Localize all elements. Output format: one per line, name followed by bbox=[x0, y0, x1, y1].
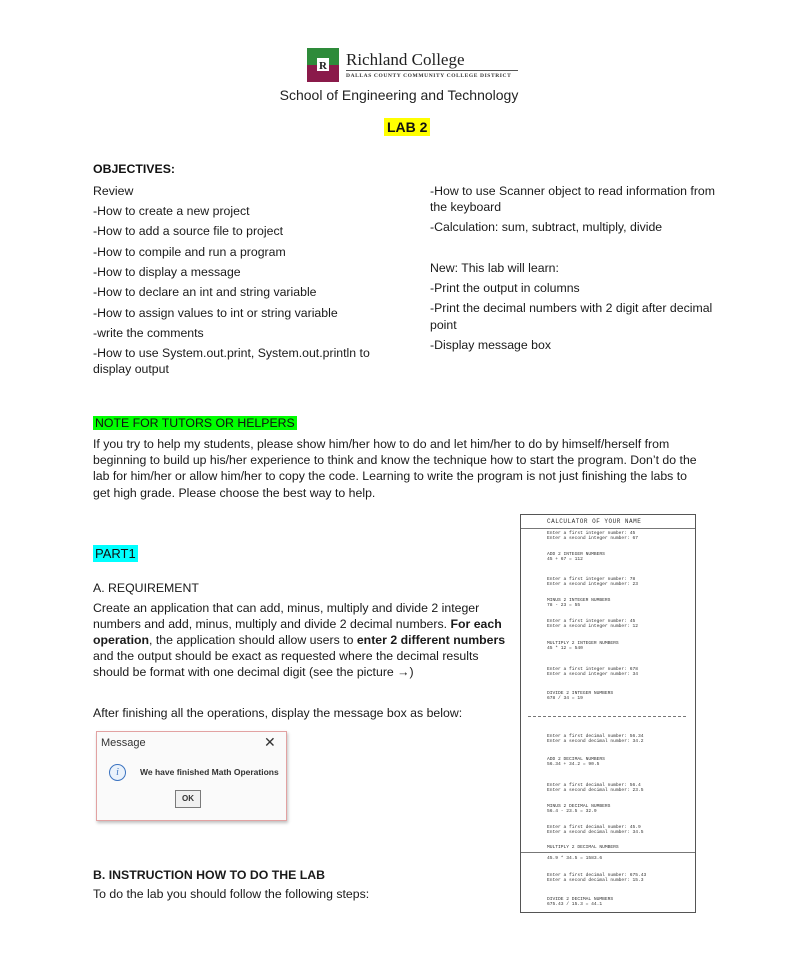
objective-left-item: Review bbox=[93, 184, 134, 198]
logo-divider bbox=[346, 70, 518, 71]
section-b-title: B. INSTRUCTION HOW TO DO THE LAB bbox=[93, 868, 326, 882]
note-title: NOTE FOR TUTORS OR HELPERS bbox=[95, 416, 295, 430]
console-line: 45 * 12 = 540 bbox=[547, 646, 583, 651]
objective-right-item: -Print the decimal numbers with 2 digit after decimal bbox=[430, 301, 713, 315]
requirement-text: , the application should allow users to bbox=[149, 633, 357, 647]
objective-right-item: New: This lab will learn: bbox=[430, 261, 559, 275]
logo-letter: R bbox=[319, 60, 327, 72]
console-line: 56.34 + 34.2 = 90.5 bbox=[547, 762, 600, 767]
objective-left-item: -How to compile and run a program bbox=[93, 245, 286, 259]
objective-right-item: the keyboard bbox=[430, 200, 502, 214]
dialog-message: We have finished Math Operations bbox=[140, 767, 279, 777]
objectives-title: OBJECTIVES: bbox=[93, 162, 175, 176]
requirement-line: Create an application that can add, minus, multiply and divide 2 integer bbox=[93, 601, 480, 615]
requirement-text: numbers and add, minus, multiply and divide 2 decimal numbers. bbox=[93, 617, 451, 631]
part1-title: PART1 bbox=[95, 546, 136, 561]
note-line: get high grade. Please choose the best way to help. bbox=[93, 486, 376, 500]
console-line: Enter a second decimal number: 23.5 bbox=[547, 788, 644, 793]
console-line: MULTIPLY 2 DECIMAL NUMBERS bbox=[547, 845, 619, 850]
note-line: lab for him/her or allow him/her to copy the code. Learning to write the program is not just finishing the labs to bbox=[93, 469, 687, 483]
console-output bbox=[520, 514, 696, 913]
console-line: MINUS 2 INTEGER NUMBERS bbox=[547, 598, 611, 603]
objective-right-item: -How to use Scanner object to read information from bbox=[430, 184, 716, 198]
requirement-line: and the output should be exact as requested where the decimal results bbox=[93, 649, 479, 663]
requirement-emphasis: For each bbox=[450, 617, 502, 631]
console-title: CALCULATOR OF YOUR NAME bbox=[547, 518, 642, 525]
console-line: Enter a second integer number: 67 bbox=[547, 536, 638, 541]
objective-left-item: -How to display a message bbox=[93, 265, 241, 279]
section-b-text: To do the lab you should follow the following steps: bbox=[93, 887, 370, 901]
console-line: Enter a first integer number: 45 bbox=[547, 531, 636, 536]
console-line: Enter a first integer number: 45 bbox=[547, 619, 636, 624]
after-text: After finishing all the operations, display the message box as below: bbox=[93, 706, 463, 720]
console-line: Enter a first integer number: 678 bbox=[547, 667, 638, 672]
console-line: 45 + 67 = 112 bbox=[547, 557, 583, 562]
console-line: 56.4 - 23.5 = 32.9 bbox=[547, 809, 597, 814]
requirement-line: should be format with one decimal digit (see the picture →) bbox=[93, 665, 414, 679]
console-line: Enter a second decimal number: 34.5 bbox=[547, 830, 644, 835]
requirement-line bbox=[93, 632, 505, 649]
console-line: Enter a first decimal number: 56.4 bbox=[547, 783, 641, 788]
console-line: Enter a first decimal number: 675.43 bbox=[547, 873, 647, 878]
console-line: ADD 2 INTEGER NUMBERS bbox=[547, 552, 605, 557]
dialog-title: Message bbox=[101, 737, 146, 749]
college-logo bbox=[307, 48, 339, 82]
objective-right-item: -Display message box bbox=[430, 338, 551, 352]
console-line: DIVIDE 2 INTEGER NUMBERS bbox=[547, 691, 614, 696]
objective-left-item: -write the comments bbox=[93, 326, 204, 340]
requirement-title: A. REQUIREMENT bbox=[93, 581, 199, 595]
console-line: 45.9 * 34.5 = 1583.6 bbox=[547, 856, 603, 861]
objective-right-item: -Print the output in columns bbox=[430, 281, 580, 295]
console-line: Enter a first decimal number: 56.34 bbox=[547, 734, 644, 739]
note-line: If you try to help my students, please show him/her how to do and let him/her to do by himself/herself from bbox=[93, 437, 670, 451]
objective-right-item: -Calculation: sum, subtract, multiply, divide bbox=[430, 220, 663, 234]
console-line: ADD 2 DECIMAL NUMBERS bbox=[547, 757, 605, 762]
requirement-emphasis: enter 2 different numbers bbox=[356, 633, 506, 647]
console-line: Enter a second decimal number: 34.2 bbox=[547, 739, 644, 744]
console-line: 675.43 / 15.3 = 44.1 bbox=[547, 902, 603, 907]
objective-left-item: -How to use System.out.print, System.out.println to bbox=[93, 346, 370, 360]
objective-right-item: point bbox=[430, 318, 457, 332]
console-separator bbox=[528, 716, 686, 717]
requirement-line bbox=[93, 616, 502, 633]
lab-title: LAB 2 bbox=[384, 118, 430, 136]
console-line: Enter a first integer number: 78 bbox=[547, 577, 636, 582]
message-dialog bbox=[96, 731, 287, 821]
console-line: 678 / 34 = 19 bbox=[547, 696, 583, 701]
console-line: DIVIDE 2 DECIMAL NUMBERS bbox=[547, 897, 614, 902]
close-icon[interactable]: ✕ bbox=[264, 734, 276, 750]
console-line: Enter a second integer number: 34 bbox=[547, 672, 638, 677]
requirement-emphasis: operation bbox=[93, 633, 150, 647]
console-divider bbox=[521, 528, 695, 529]
objective-left-item: -How to declare an int and string variable bbox=[93, 285, 317, 299]
objective-left-item: -How to add a source file to project bbox=[93, 224, 284, 238]
console-line: Enter a second integer number: 23 bbox=[547, 582, 638, 587]
info-icon: i bbox=[109, 764, 126, 781]
console-line: Enter a second decimal number: 15.3 bbox=[547, 878, 644, 883]
school-name: School of Engineering and Technology bbox=[279, 87, 519, 103]
console-line: Enter a first decimal number: 45.9 bbox=[547, 825, 641, 830]
objective-left-item: -How to create a new project bbox=[93, 204, 250, 218]
console-line: 78 - 23 = 55 bbox=[547, 603, 581, 608]
college-name: Richland College bbox=[346, 50, 465, 69]
console-line: Enter a second integer number: 12 bbox=[547, 624, 638, 629]
console-divider bbox=[521, 852, 695, 853]
ok-button[interactable]: OK bbox=[175, 790, 201, 808]
note-line: beginning to build up his/her experience to think and know the technique how to start the program. Don’t do the bbox=[93, 453, 697, 467]
objective-left-item: -How to assign values to int or string variable bbox=[93, 306, 338, 320]
college-district: DALLAS COUNTY COMMUNITY COLLEGE DISTRICT bbox=[346, 73, 512, 79]
console-line: MINUS 2 DECIMAL NUMBERS bbox=[547, 804, 611, 809]
objective-left-item: display output bbox=[93, 362, 169, 376]
console-line: MULTIPLY 2 INTEGER NUMBERS bbox=[547, 641, 619, 646]
